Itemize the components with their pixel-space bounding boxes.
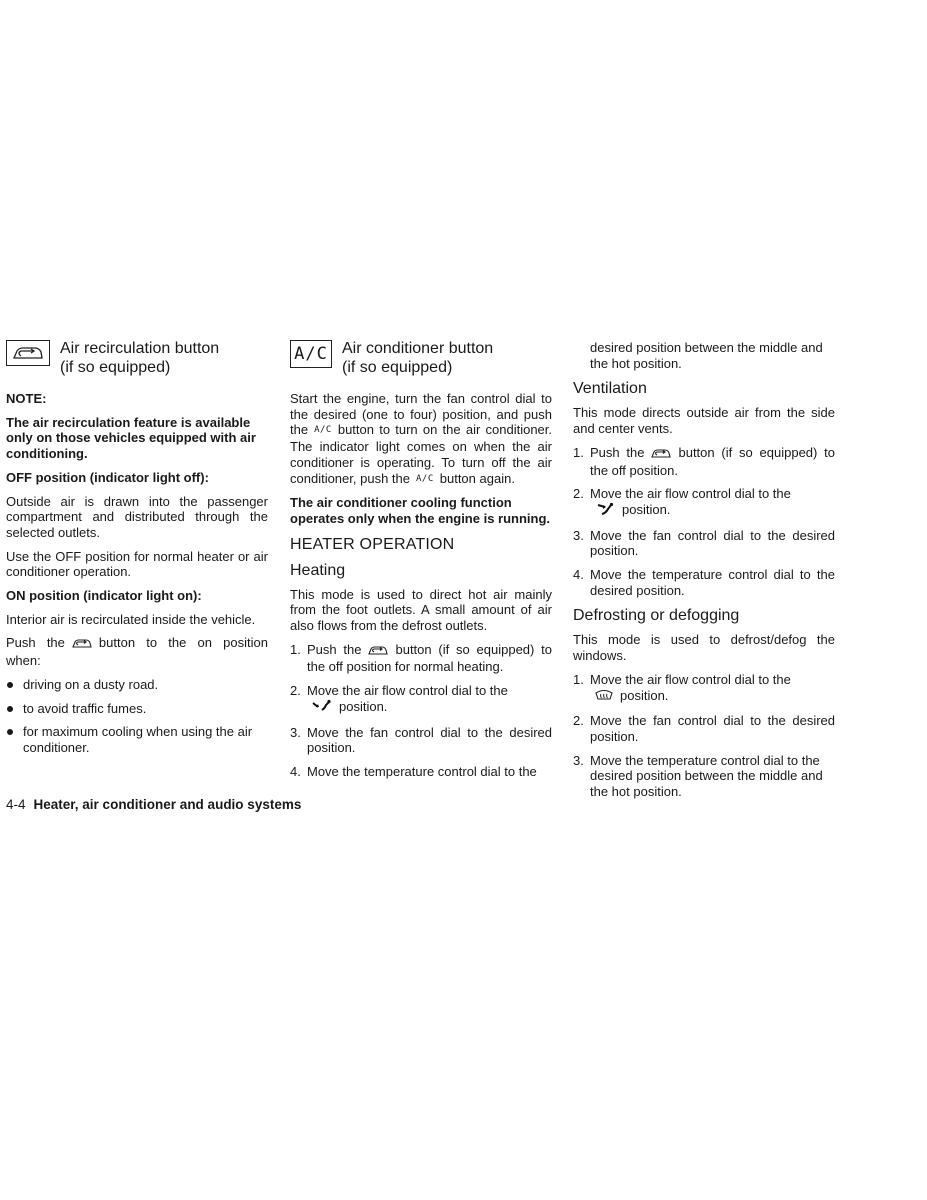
step-text: Move the fan control dial to the desired position. [590,527,835,559]
step-number: 2. [290,683,301,699]
step-text [307,642,552,675]
list-item [290,683,552,716]
ac-title [342,339,493,377]
heating-text: This mode is used to direct hot air mainly from the foot outlets. A small amount of air also flows from the defrost outlets. [290,586,552,634]
page-footer [6,797,301,812]
ventilation-heading: Ventilation [573,380,647,398]
step-text: Move the temperature control dial to the [307,763,537,779]
bullet-list [6,677,268,756]
title-line-1: Air recirculation button [60,340,220,357]
recirculation-section [6,339,268,764]
title-line-2: (if so equipped) [60,359,171,376]
step-text-b: position. [622,501,671,517]
step-number: 4. [573,567,584,583]
step-text: Move the temperature control dial to the desired position. [590,567,835,598]
face-airflow-icon [596,502,616,520]
recirculation-icon [650,447,672,463]
list-item [290,764,552,780]
off-heading: OFF position (indicator light off): [6,469,209,485]
step-text [590,672,835,705]
push-text-a: Push the [6,635,65,651]
step-text-a: Move the air flow control dial to the [590,671,791,687]
list-item [573,486,835,519]
step-text-a: Push the [590,444,645,460]
list-item [290,725,552,756]
step-text [307,683,552,716]
step-number: 3. [573,752,584,768]
step-number: 2. [573,486,584,502]
step-text: Move the temperature control dial to the desired position between the middle and the hot position. [590,752,823,800]
title-line-1: Air conditioner button [342,340,494,357]
step-number: 4. [290,763,301,779]
list-item [573,753,835,800]
push-text-b: button to the on position when: [6,635,268,669]
step-number: 1. [573,671,584,687]
list-item: driving on a dusty road. [6,677,268,693]
list-item [573,713,835,744]
step-text [590,486,835,519]
list-item [573,445,835,478]
step-text-a: Move the air flow control dial to the [590,486,791,502]
ac-inline-icon: A/C [415,473,434,484]
page-number: 4-4 [6,797,26,812]
step-text-a: Move the air flow control dial to the [307,683,508,699]
intro-text-a: Start the engine, turn the fan control dial to the desired (one to four) position, and push the [290,391,552,438]
recirculation-title [60,339,219,377]
step-number: 1. [290,641,301,657]
recirculation-icon [367,644,389,660]
heating-steps [290,642,552,780]
heating-heading: Heating [290,561,346,579]
step-number: 1. [573,444,584,460]
off-use-text: Use the OFF position for normal heater or air conditioner operation. [6,548,268,580]
ac-warning: The air conditioner cooling function operates only when the engine is running. [290,495,551,526]
step-text: Move the fan control dial to the desired position. [307,724,552,756]
note-label: NOTE: [6,391,47,406]
recirculation-title-row [6,339,268,377]
step-number: 3. [573,527,584,543]
recirculation-icon [71,637,93,653]
ac-title-row [290,339,552,377]
intro-text-c: button again. [439,470,515,486]
step-text-a: Push the [307,641,362,657]
step-text-b: position. [339,698,388,714]
ventilation-text: This mode directs outside air from the side and center vents. [573,405,835,437]
ventilation-defrost-section [573,340,835,808]
ac-button-icon: A/C [290,340,332,368]
list-item [573,672,835,705]
push-instruction [6,635,268,668]
foot-airflow-icon [311,699,333,717]
chapter-title: Heater, air conditioner and audio systems [33,797,302,812]
ac-inline-icon: A/C [314,425,332,436]
step-text [590,445,835,478]
title-line-2: (if so equipped) [342,359,453,376]
continued-text: desired position between the middle and the hot position. [590,340,823,371]
defrost-heading: Defrosting or defogging [573,607,740,625]
off-text: Outside air is drawn into the passenger compartment and distributed through the selected outlets. [6,493,268,540]
step-text-b: button (if so equipped) to the off position. [590,444,835,478]
list-item [573,567,835,598]
ventilation-steps [573,445,835,599]
ac-intro [290,391,552,487]
recirculation-icon [6,340,50,366]
step-text: Move the fan control dial to the desired position. [590,713,835,744]
defrost-text: This mode is used to defrost/defog the windows. [573,632,835,664]
air-conditioner-section [290,339,552,788]
heater-operation-heading: HEATER OPERATION [290,535,455,553]
list-item [573,528,835,559]
step-text-b: position. [620,687,669,703]
list-item: for maximum cooling when using the air conditioner. [6,724,268,755]
defroster-icon [594,689,614,706]
step-number: 2. [573,713,584,729]
note-text: The air recirculation feature is available only on those vehicles equipped with air conditioning. [6,414,256,462]
list-item [290,642,552,675]
defrost-steps [573,672,835,800]
step-number: 3. [290,724,301,740]
intro-text-b: button to turn on the air conditioner. The indicator light comes on when the air conditioner is operating. To turn off the air conditioner, push the [290,422,552,486]
list-item: to avoid traffic fumes. [6,701,268,717]
on-heading: ON position (indicator light on): [6,588,202,604]
step-text-b: button (if so equipped) to the off position for normal heating. [307,641,552,675]
on-text: Interior air is recirculated inside the vehicle. [6,611,256,627]
